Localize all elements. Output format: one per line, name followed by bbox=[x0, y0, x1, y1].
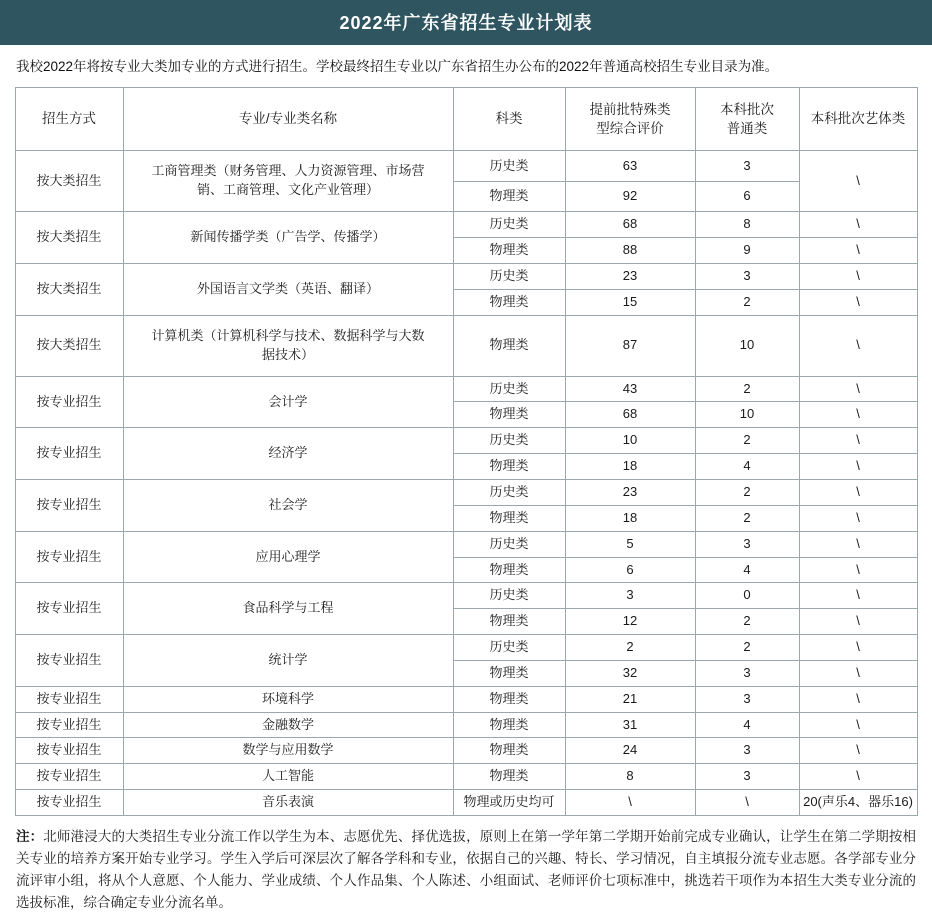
major-name-line: 新闻传播学类（广告学、传播学） bbox=[190, 229, 386, 245]
table-row bbox=[15, 263, 917, 289]
intro-paragraph: 我校2022年将按专业大类加专业的方式进行招生。学校最终招生专业以广东省招生办公布的2022年普通高校招生专业目录为准。 bbox=[16, 59, 779, 74]
cell-art-sports-count: \ bbox=[799, 660, 917, 686]
cell-advance-batch-count: 2 bbox=[565, 635, 695, 661]
cell-art-sports-count: \ bbox=[799, 764, 917, 790]
cell-subject-type: 物理类 bbox=[453, 712, 565, 738]
cell-regular-batch-count: 3 bbox=[695, 764, 799, 790]
cell-subject-type: 物理类 bbox=[453, 557, 565, 583]
cell-regular-batch-count: 4 bbox=[695, 557, 799, 583]
cell-regular-batch-count: 3 bbox=[695, 151, 799, 182]
footnote bbox=[0, 816, 932, 913]
cell-advance-batch-count: \ bbox=[565, 790, 695, 816]
column-header-subject bbox=[453, 88, 565, 151]
cell-regular-batch-count: 2 bbox=[695, 376, 799, 402]
cell-regular-batch-count: 4 bbox=[695, 712, 799, 738]
cell-advance-batch-count: 92 bbox=[565, 181, 695, 212]
cell-art-sports-count: \ bbox=[799, 557, 917, 583]
cell-regular-batch-count: 10 bbox=[695, 402, 799, 428]
cell-art-sports-count: \ bbox=[799, 428, 917, 454]
cell-advance-batch-count: 21 bbox=[565, 686, 695, 712]
major-name-line: 应用心理学 bbox=[255, 548, 321, 564]
cell-advance-batch-count: 63 bbox=[565, 151, 695, 182]
cell-advance-batch-count: 10 bbox=[565, 428, 695, 454]
cell-admission-method: 按专业招生 bbox=[15, 738, 123, 764]
column-header-art-sports-batch-line-1: 本科批次艺体类 bbox=[810, 111, 906, 127]
cell-subject-type: 物理类 bbox=[453, 609, 565, 635]
table-row bbox=[15, 151, 917, 182]
cell-subject-type: 物理类 bbox=[453, 738, 565, 764]
cell-subject-type: 物理或历史均可 bbox=[453, 790, 565, 816]
cell-art-sports-count: \ bbox=[799, 402, 917, 428]
table-row bbox=[15, 764, 917, 790]
major-name-line: 经济学 bbox=[268, 445, 308, 461]
table-row bbox=[15, 635, 917, 661]
column-header-regular-batch-line-2: 普通类 bbox=[726, 121, 768, 137]
cell-admission-method: 按专业招生 bbox=[15, 712, 123, 738]
cell-advance-batch-count: 3 bbox=[565, 583, 695, 609]
cell-advance-batch-count: 87 bbox=[565, 315, 695, 376]
cell-major-name bbox=[123, 738, 453, 764]
table-header-row bbox=[15, 88, 917, 151]
column-header-method bbox=[15, 88, 123, 151]
cell-art-sports-count: \ bbox=[799, 238, 917, 264]
table-header bbox=[15, 88, 917, 151]
cell-regular-batch-count: 10 bbox=[695, 315, 799, 376]
cell-advance-batch-count: 31 bbox=[565, 712, 695, 738]
cell-regular-batch-count: 2 bbox=[695, 289, 799, 315]
cell-regular-batch-count: 8 bbox=[695, 212, 799, 238]
cell-art-sports-count: \ bbox=[799, 738, 917, 764]
major-name-line: 统计学 bbox=[268, 651, 308, 667]
cell-regular-batch-count: 3 bbox=[695, 531, 799, 557]
cell-regular-batch-count: 2 bbox=[695, 480, 799, 506]
cell-subject-type: 历史类 bbox=[453, 151, 565, 182]
major-name-line: 音乐表演 bbox=[261, 794, 314, 810]
cell-subject-type: 历史类 bbox=[453, 212, 565, 238]
column-header-subject-line-1: 科类 bbox=[495, 111, 523, 127]
cell-advance-batch-count: 24 bbox=[565, 738, 695, 764]
cell-subject-type: 物理类 bbox=[453, 660, 565, 686]
cell-admission-method: 按专业招生 bbox=[15, 428, 123, 480]
cell-subject-type: 物理类 bbox=[453, 454, 565, 480]
cell-advance-batch-count: 43 bbox=[565, 376, 695, 402]
cell-advance-batch-count: 68 bbox=[565, 402, 695, 428]
cell-art-sports-count: \ bbox=[799, 583, 917, 609]
cell-art-sports-count: \ bbox=[799, 609, 917, 635]
cell-admission-method: 按专业招生 bbox=[15, 635, 123, 687]
table-row bbox=[15, 531, 917, 557]
cell-subject-type: 物理类 bbox=[453, 238, 565, 264]
cell-advance-batch-count: 15 bbox=[565, 289, 695, 315]
column-header-regular-batch-line-1: 本科批次 bbox=[720, 101, 774, 117]
cell-subject-type: 历史类 bbox=[453, 428, 565, 454]
cell-admission-method: 按专业招生 bbox=[15, 531, 123, 583]
cell-major-name bbox=[123, 583, 453, 635]
cell-major-name bbox=[123, 428, 453, 480]
cell-admission-method: 按专业招生 bbox=[15, 583, 123, 635]
cell-subject-type: 物理类 bbox=[453, 181, 565, 212]
cell-subject-type: 历史类 bbox=[453, 531, 565, 557]
cell-art-sports-count: \ bbox=[799, 454, 917, 480]
cell-advance-batch-count: 8 bbox=[565, 764, 695, 790]
cell-regular-batch-count: 3 bbox=[695, 686, 799, 712]
cell-advance-batch-count: 18 bbox=[565, 454, 695, 480]
column-header-method-line-1: 招生方式 bbox=[42, 111, 96, 127]
cell-subject-type: 物理类 bbox=[453, 315, 565, 376]
cell-art-sports-count: \ bbox=[799, 712, 917, 738]
cell-subject-type: 历史类 bbox=[453, 635, 565, 661]
cell-subject-type: 历史类 bbox=[453, 583, 565, 609]
cell-subject-type: 历史类 bbox=[453, 480, 565, 506]
cell-major-name bbox=[123, 531, 453, 583]
cell-major-name bbox=[123, 712, 453, 738]
cell-art-sports-count: \ bbox=[799, 635, 917, 661]
major-name-line: 据技术） bbox=[261, 346, 314, 362]
cell-major-name bbox=[123, 764, 453, 790]
table-row bbox=[15, 428, 917, 454]
cell-regular-batch-count: 0 bbox=[695, 583, 799, 609]
major-name-line: 社会学 bbox=[268, 496, 308, 512]
cell-advance-batch-count: 5 bbox=[565, 531, 695, 557]
cell-advance-batch-count: 32 bbox=[565, 660, 695, 686]
cell-major-name bbox=[123, 686, 453, 712]
major-name-line: 外国语言文学类（英语、翻译） bbox=[196, 280, 379, 296]
major-name-line: 销、工商管理、文化产业管理） bbox=[196, 182, 379, 198]
cell-regular-batch-count: 6 bbox=[695, 181, 799, 212]
table-row bbox=[15, 738, 917, 764]
cell-subject-type: 历史类 bbox=[453, 376, 565, 402]
footnote-body: 北师港浸大的大类招生专业分流工作以学生为本、志愿优先、择优选拔，原则上在第一学年第二学期开始前完成专业确认，让学生在第二学期按相关专业的培养方案开始专业学习。学生入学后可深层次了解各学科和专业，依据自己的兴趣、特长、学习情况，自主填报分流专业志愿。各学部专业分流评审小组，将从个人意愿、个人能力、学业成绩、个人作品集、个人陈述、小组面试、老师评价七项标准中，挑选若干项作为本招生大类专业分流的选拔标准，综合确定专业分流名单。 bbox=[16, 828, 917, 910]
column-header-advance-batch-line-2: 型综合评价 bbox=[596, 121, 664, 137]
column-header-advance-batch bbox=[565, 88, 695, 151]
table-row bbox=[15, 790, 917, 816]
cell-subject-type: 物理类 bbox=[453, 289, 565, 315]
cell-regular-batch-count: 2 bbox=[695, 609, 799, 635]
cell-regular-batch-count: 3 bbox=[695, 660, 799, 686]
admission-plan-table bbox=[15, 87, 918, 816]
cell-major-name bbox=[123, 151, 453, 212]
cell-regular-batch-count: 2 bbox=[695, 505, 799, 531]
cell-major-name bbox=[123, 212, 453, 264]
table-row bbox=[15, 212, 917, 238]
cell-art-sports-count: \ bbox=[799, 480, 917, 506]
cell-advance-batch-count: 23 bbox=[565, 263, 695, 289]
cell-regular-batch-count: 2 bbox=[695, 428, 799, 454]
cell-subject-type: 物理类 bbox=[453, 402, 565, 428]
cell-admission-method: 按大类招生 bbox=[15, 315, 123, 376]
cell-subject-type: 物理类 bbox=[453, 505, 565, 531]
major-name-line: 会计学 bbox=[268, 393, 308, 409]
table-row bbox=[15, 686, 917, 712]
cell-major-name bbox=[123, 635, 453, 687]
cell-art-sports-count: \ bbox=[799, 289, 917, 315]
cell-admission-method: 按大类招生 bbox=[15, 212, 123, 264]
cell-regular-batch-count: 3 bbox=[695, 738, 799, 764]
cell-major-name bbox=[123, 315, 453, 376]
cell-subject-type: 物理类 bbox=[453, 764, 565, 790]
cell-art-sports-count: \ bbox=[799, 212, 917, 238]
table-row bbox=[15, 583, 917, 609]
column-header-art-sports-batch bbox=[799, 88, 917, 151]
table-row bbox=[15, 712, 917, 738]
cell-admission-method: 按专业招生 bbox=[15, 480, 123, 532]
cell-major-name bbox=[123, 480, 453, 532]
cell-art-sports-count: \ bbox=[799, 531, 917, 557]
cell-art-sports-count: \ bbox=[799, 263, 917, 289]
cell-art-sports-count: \ bbox=[799, 151, 917, 212]
cell-admission-method: 按专业招生 bbox=[15, 790, 123, 816]
page-title: 2022年广东省招生专业计划表 bbox=[0, 0, 932, 45]
cell-admission-method: 按大类招生 bbox=[15, 263, 123, 315]
cell-regular-batch-count: 2 bbox=[695, 635, 799, 661]
major-name-line: 人工智能 bbox=[261, 768, 314, 784]
cell-regular-batch-count: 4 bbox=[695, 454, 799, 480]
major-name-line: 工商管理类（财务管理、人力资源管理、市场营 bbox=[151, 163, 425, 179]
cell-regular-batch-count: 3 bbox=[695, 263, 799, 289]
cell-admission-method: 按专业招生 bbox=[15, 376, 123, 428]
cell-admission-method: 按大类招生 bbox=[15, 151, 123, 212]
cell-art-sports-count: \ bbox=[799, 505, 917, 531]
column-header-advance-batch-line-1: 提前批特殊类 bbox=[589, 101, 671, 117]
cell-major-name bbox=[123, 263, 453, 315]
cell-advance-batch-count: 18 bbox=[565, 505, 695, 531]
cell-major-name bbox=[123, 376, 453, 428]
cell-advance-batch-count: 23 bbox=[565, 480, 695, 506]
cell-art-sports-count: \ bbox=[799, 376, 917, 402]
cell-subject-type: 历史类 bbox=[453, 263, 565, 289]
major-name-line: 金融数学 bbox=[261, 716, 314, 732]
cell-advance-batch-count: 12 bbox=[565, 609, 695, 635]
footnote-label: 注： bbox=[16, 828, 44, 844]
major-name-line: 环境科学 bbox=[261, 690, 314, 706]
cell-regular-batch-count: 9 bbox=[695, 238, 799, 264]
major-name-line: 计算机类（计算机科学与技术、数据科学与大数 bbox=[151, 327, 425, 343]
cell-art-sports-count: 20(声乐4、器乐16) bbox=[799, 790, 917, 816]
column-header-major-line-1: 专业/专业类名称 bbox=[238, 111, 338, 127]
cell-advance-batch-count: 68 bbox=[565, 212, 695, 238]
major-name-line: 食品科学与工程 bbox=[242, 600, 334, 616]
table-row bbox=[15, 480, 917, 506]
cell-major-name bbox=[123, 790, 453, 816]
cell-art-sports-count: \ bbox=[799, 315, 917, 376]
cell-art-sports-count: \ bbox=[799, 686, 917, 712]
table-row bbox=[15, 315, 917, 376]
cell-regular-batch-count: \ bbox=[695, 790, 799, 816]
column-header-major bbox=[123, 88, 453, 151]
cell-advance-batch-count: 6 bbox=[565, 557, 695, 583]
table-row bbox=[15, 376, 917, 402]
column-header-regular-batch bbox=[695, 88, 799, 151]
cell-admission-method: 按专业招生 bbox=[15, 686, 123, 712]
cell-subject-type: 物理类 bbox=[453, 686, 565, 712]
major-name-line: 数学与应用数学 bbox=[242, 742, 334, 758]
table-body bbox=[15, 151, 917, 816]
cell-advance-batch-count: 88 bbox=[565, 238, 695, 264]
cell-admission-method: 按专业招生 bbox=[15, 764, 123, 790]
